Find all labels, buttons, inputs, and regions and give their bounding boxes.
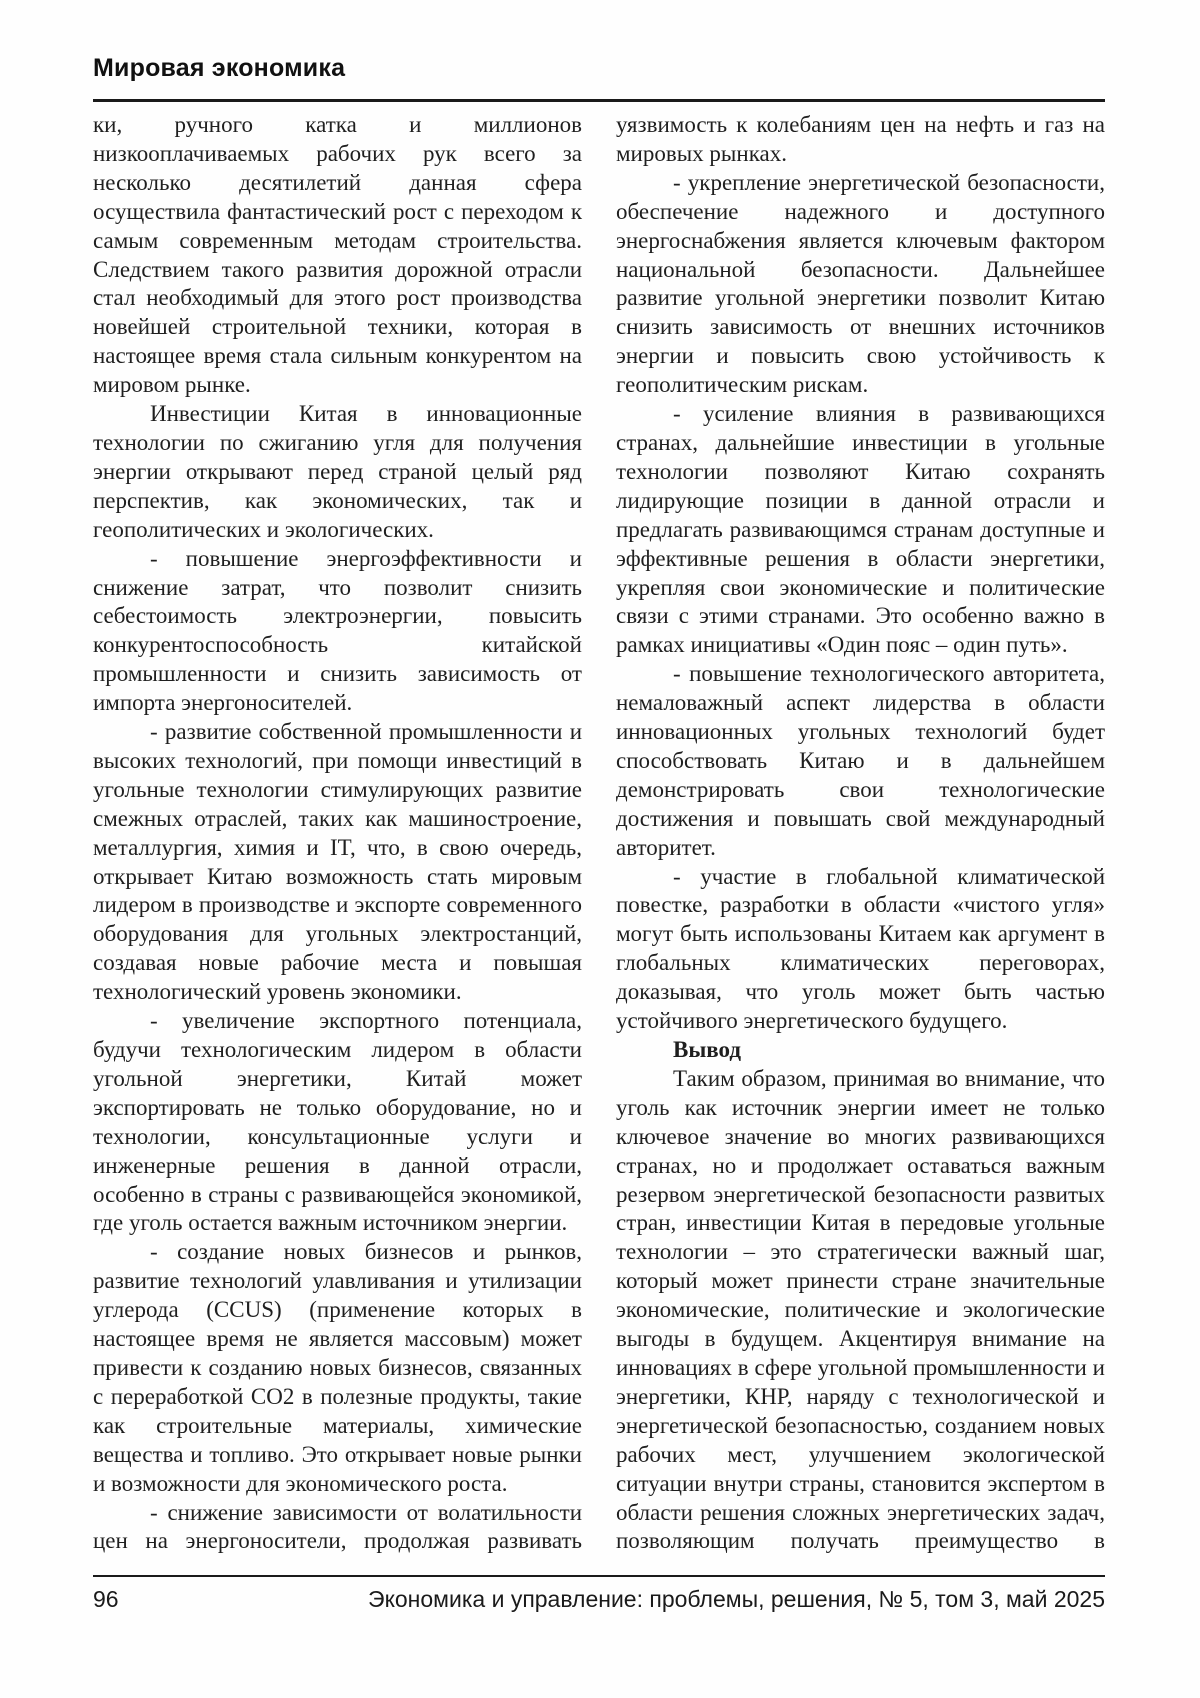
body-paragraph: - повышение энергоэффективности и снижение затрат, что позволит снизить себестоимость электроэнергии, повысить конкурентоспособность китайской промышленности и снизить зависимость от импорта энергоносителей. [93, 545, 582, 716]
section-title: Мировая экономика [93, 54, 346, 82]
page-footer [93, 1586, 1105, 1613]
subheading: Вывод [673, 1037, 742, 1062]
footer-divider [93, 1575, 1105, 1577]
body-paragraph: - создание новых бизнесов и рынков, развитие технологий улавливания и утилизации углерода (CCUS) (применение которых в настоящее время не является массовым) может привести к созданию новых бизнесов, связанных с переработкой CO2 в полезные продукты, такие как строительные материалы, химические вещества и топливо. Это открывает новые рынки и возможности для экономического роста. [93, 1239, 582, 1496]
body-paragraph: ки, ручного катка и миллионов низкооплачиваемых рабочих рук всего за несколько десятилетий данная сфера осуществила фантастический рост с переходом к самым современным методам строительства. Следствием такого развития дорожной отрасли стал необходимый для этого рост производства новейшей строительной техники, которая в настоящее время стала сильным конкурентом на мировом рынке. [93, 112, 582, 398]
page-number: 96 [93, 1586, 119, 1612]
body-paragraph: - развитие собственной промышленности и высоких технологий, при помощи инвестиций в угольные технологии стимулирующих развитие смежных отраслей, таких как машиностроение, металлургия, химия и IT, что, в свою очередь, открывает Китаю возможность стать мировым лидером в производстве и экспорте современного оборудования для угольных электростанций, создавая новые рабочие места и повышая технологический уровень экономики. [93, 719, 582, 1005]
body-paragraph: - увеличение экспортного потенциала, будучи технологическим лидером в области угольной энергетики, Китай может экспортировать не только оборудование, но и технологии, консультационные услуги и инженерные решения в данной отрасли, особенно в страны с развивающейся экономикой, где уголь остается важным источником энергии. [93, 1008, 582, 1236]
body-paragraph: - повышение технологического авторитета, немаловажный аспект лидерства в области инновационных угольных технологий будет способствовать Китаю и в дальнейшем демонстрировать свои технологические достижения и повышать свой международный авторитет. [616, 661, 1105, 860]
text-column-left [93, 111, 582, 1559]
journal-reference: Экономика и управление: проблемы, решения, № 5, том 3, май 2025 [368, 1586, 1105, 1612]
body-paragraph: - усиление влияния в развивающихся странах, дальнейшие инвестиции в угольные технологии позволяют Китаю сохранять лидирующие позиции в данной отрасли и предлагать развивающимся странам доступные и эффективные решения в области энергетики, укрепляя свои экономические и политические связи с этими странами. Это особенно важно в рамках инициативы «Один пояс – один путь». [616, 401, 1105, 658]
body-paragraph: Таким образом, принимая во внимание, что уголь как источник энергии имеет не только ключевое значение во многих развивающихся странах, но и продолжает оставаться важным резервом энергетической безопасности развитых стран, инвестиции Китая в передовые угольные технологии – это стратегически важный шаг, который может принести стране значительные экономические, политические и экологические выгоды в будущем. Акцентируя внимание на инновациях в сфере угольной промышленности и энергетики, КНР, наряду с технологической и энергетической безопасностью, созданием новых рабочих мест, улучшением экологической ситуации внутри страны, становится экспертом в области решения сложных энергетических задач, позволяющим получать преимущество в [616, 1065, 1105, 1554]
text-column-right [616, 111, 1105, 1559]
body-paragraph: - укрепление энергетической безопасности, обеспечение надежного и доступного энергоснабжения является ключевым фактором национальной безопасности. Дальнейшее развитие угольной энергетики позволит Китаю снизить зависимость от внешних источников энергии и повысить свою устойчивость к геополитическим рискам. [616, 169, 1105, 398]
body-paragraph: - снижение зависимости от волатильности цен на энергоносители, продолжая развивать [93, 1499, 582, 1554]
body-paragraph: уязвимость к колебаниям цен на нефть и газ на мировых рынках. [616, 112, 1105, 166]
body-paragraph: - участие в глобальной климатической повестке, разработки в области «чистого угля» могут быть использованы Китаем как аргумент в глобальных климатических переговорах, доказывая, что уголь может быть частью устойчивого энергетического будущего. [616, 863, 1105, 1034]
header-divider [93, 99, 1105, 102]
article-body [93, 111, 1105, 1559]
body-paragraph: Инвестиции Китая в инновационные технологии по сжиганию угля для получения энергии открывают перед страной целый ряд перспектив, как экономических, так и геополитических и экологических. [93, 401, 582, 542]
